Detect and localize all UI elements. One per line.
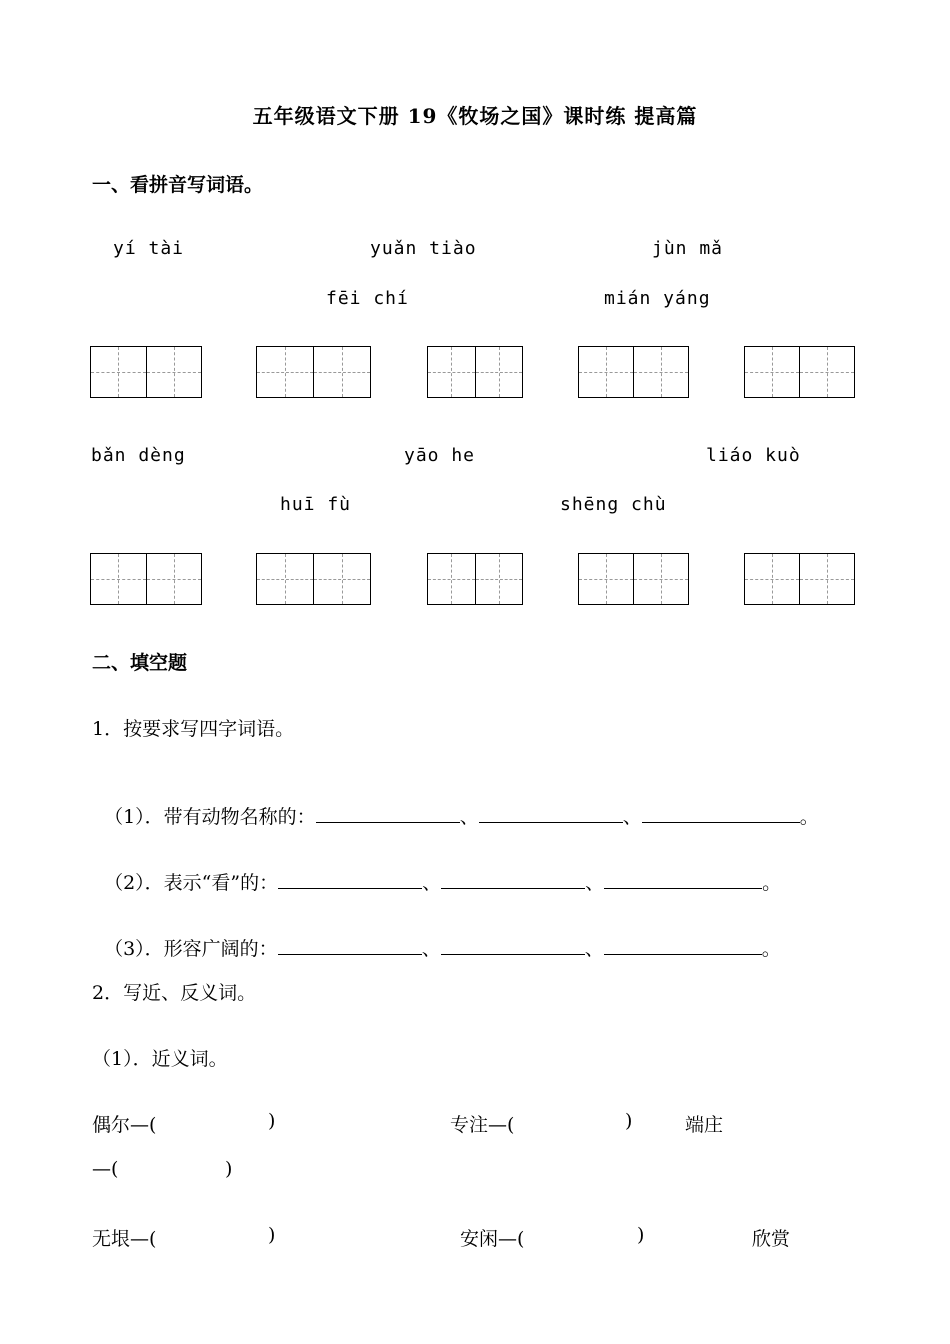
close-paren: ) — [637, 1224, 645, 1246]
pinyin-4: fēi chí — [326, 288, 409, 309]
pinyin-10: shēng chù — [560, 494, 667, 515]
question-label: （2）．表示“看”的： — [104, 872, 279, 894]
pinyin-7: yāo he — [404, 445, 476, 466]
writing-grid[interactable] — [90, 346, 202, 398]
pinyin-5: mián yáng — [604, 288, 711, 309]
answer-blank[interactable] — [604, 936, 762, 955]
synonym-item: 端庄 — [685, 1114, 724, 1136]
writing-grid[interactable] — [256, 346, 371, 398]
question-label: （3）．形容广阔的： — [104, 938, 278, 960]
writing-grid[interactable] — [578, 553, 689, 605]
synonym-item: 无垠—( — [92, 1228, 157, 1250]
writing-grid[interactable] — [744, 553, 855, 605]
pinyin-3: jùn mǎ — [652, 238, 724, 259]
synonym-item-cont: —( — [92, 1158, 119, 1180]
question-label: （1）．带有动物名称的： — [104, 806, 316, 828]
section1-heading: 一、看拼音写词语。 — [92, 174, 264, 196]
question-2: 2．写近、反义词。 — [92, 982, 257, 1004]
close-paren: ) — [268, 1110, 276, 1132]
synonym-item: 偶尔—( — [92, 1114, 157, 1136]
close-paren: ) — [625, 1110, 633, 1132]
section2-heading: 二、填空题 — [92, 652, 188, 674]
answer-blank[interactable] — [642, 804, 800, 823]
answer-blank[interactable] — [278, 870, 422, 889]
writing-grid[interactable] — [744, 346, 855, 398]
answer-blank[interactable] — [441, 936, 585, 955]
question-2-1: （1）．近义词。 — [92, 1048, 228, 1070]
question-1-1: （1）．带有动物名称的： 、 、 。 — [104, 806, 819, 828]
synonym-item: 欣赏 — [752, 1228, 791, 1250]
question-1-2: （2）．表示“看”的： 、 、 。 — [104, 872, 782, 894]
writing-grid[interactable] — [90, 553, 202, 605]
question-1-3: （3）．形容广阔的： 、 、 。 — [104, 938, 781, 960]
pinyin-8: liáo kuò — [706, 445, 801, 466]
writing-grid[interactable] — [427, 553, 523, 605]
synonym-item: 专注—( — [450, 1114, 515, 1136]
pinyin-2: yuǎn tiào — [370, 238, 477, 259]
answer-blank[interactable] — [316, 804, 460, 823]
writing-grid[interactable] — [256, 553, 371, 605]
answer-blank[interactable] — [278, 936, 422, 955]
writing-grid[interactable] — [427, 346, 523, 398]
writing-grid[interactable] — [578, 346, 689, 398]
answer-blank[interactable] — [604, 870, 762, 889]
close-paren: ) — [268, 1224, 276, 1246]
pinyin-6: bǎn dèng — [91, 445, 186, 466]
question-1: 1．按要求写四字词语。 — [92, 718, 295, 740]
answer-blank[interactable] — [479, 804, 623, 823]
pinyin-9: huī fù — [280, 494, 352, 515]
close-paren: ) — [225, 1158, 233, 1180]
synonym-item: 安闲—( — [460, 1228, 525, 1250]
pinyin-1: yí tài — [113, 238, 185, 259]
page-title: 五年级语文下册 19《牧场之国》课时练 提高篇 — [252, 104, 698, 128]
answer-blank[interactable] — [441, 870, 585, 889]
